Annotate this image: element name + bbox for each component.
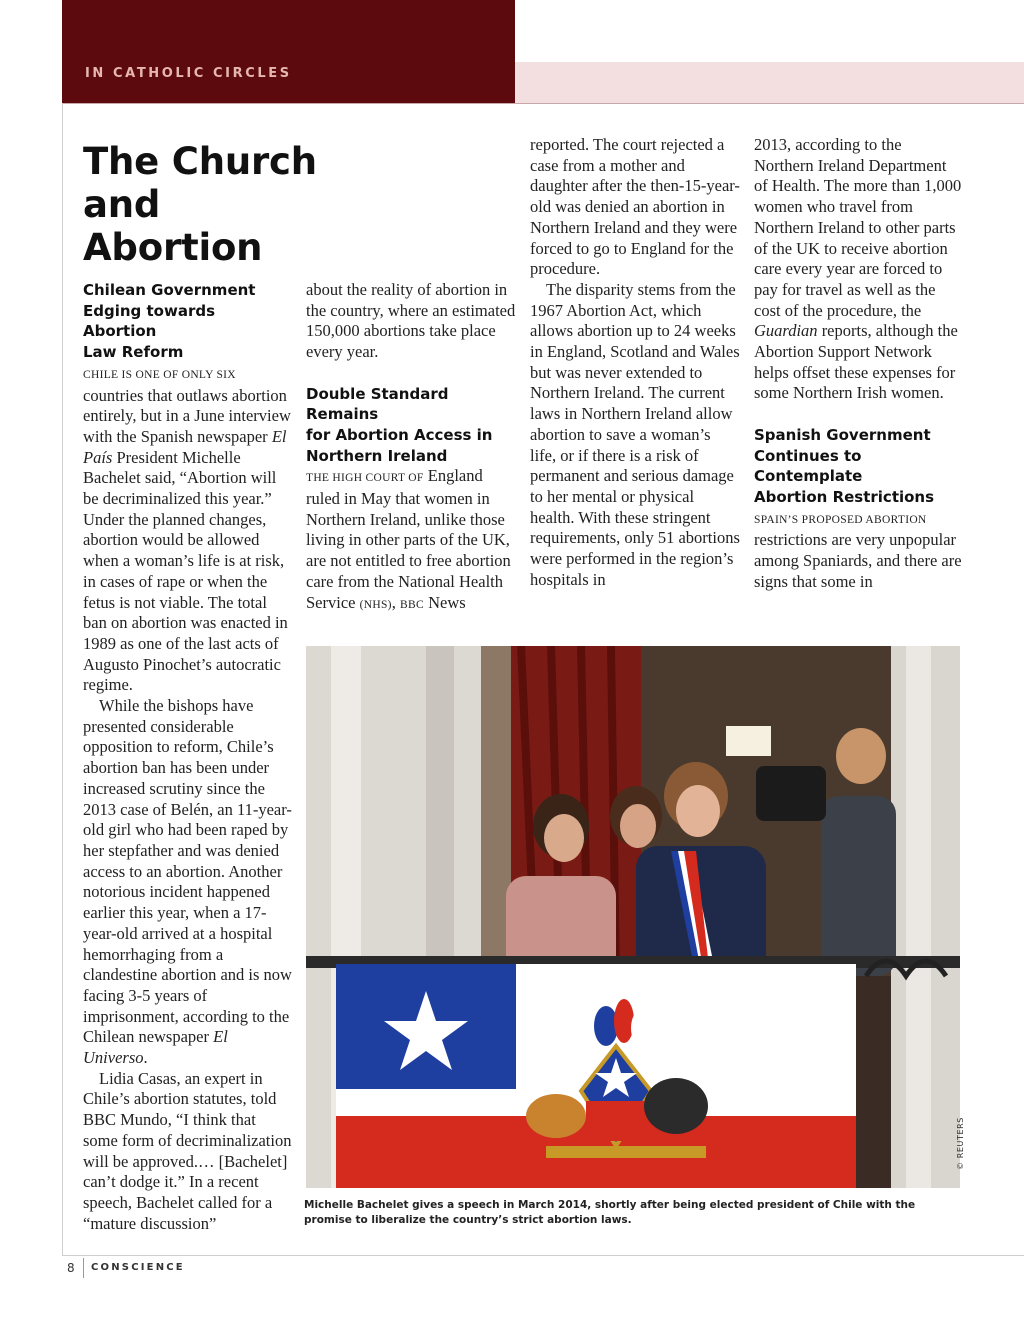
chile-paragraph-1: CHILE IS ONE OF ONLY SIX countries that outlaws abortion entirely, but in a June interview with the Spanish newspaper El País President Michelle Bachelet said, “Abortion will be decriminalized this year.” Under the planned changes, abortion would be allowed when a woman’s life is at risk, in cases of rape or when the fetus is not viable. The total ban on abortion was enacted in 1989 as one of the last acts of Augusto Pinochet’s autocratic regime.: [83, 368, 291, 695]
column-1: [83, 280, 293, 1234]
photo-caption: Michelle Bachelet gives a speech in March 2014, shortly after being elected president of Chile with the promise to liberalize the country’s strict abortion laws.: [304, 1199, 916, 1226]
column-3: [530, 135, 740, 590]
footer-separator: [83, 1258, 84, 1278]
header-band: [62, 0, 515, 103]
photo-credit: © REUTERS: [956, 1117, 965, 1170]
page-margin-rule: [62, 103, 63, 1255]
bachelet-photo: [306, 646, 960, 1188]
chile-headline: Chilean Government Edging towards Abortion Law Reform: [83, 281, 256, 362]
ireland-paragraph-1: THE HIGH COURT OF England ruled in May that women in Northern Ireland, unlike those living in other parts of the UK, are not entitled to free abortion care from the National Health Service (NHS), BBC News: [306, 466, 511, 612]
page-number: 8: [67, 1261, 75, 1275]
chile-paragraph-3-cont: about the reality of abortion in the country, where an estimated 150,000 abortions take place every year.: [306, 280, 516, 362]
magazine-name: CONSCIENCE: [91, 1262, 185, 1273]
spain-paragraph-1: SPAIN’S PROPOSED ABORTION restrictions are very unpopular among Spaniards, and there are signs that some in: [754, 513, 962, 591]
ireland-headline: Double Standard Remains for Abortion Access in Northern Ireland: [306, 384, 493, 465]
header-rule: [62, 103, 1024, 104]
column-4: [754, 135, 964, 592]
chile-paragraph-2: While the bishops have presented considerable opposition to reform, Chile’s abortion ban has been under increased scrutiny since the 2013 case of Belén, an 11-year-old girl who had been raped by her stepfather and was denied access to an abortion. Another notorious incident happened earlier this year, when a 17-year-old arrived at a hospital hemorrhaging from a clandestine abortion and is now facing 3-5 years of imprisonment, according to the Chilean newspaper El Universo.: [83, 696, 292, 1068]
footer-rule: [62, 1255, 1024, 1256]
header-band-light: [515, 62, 1024, 103]
column-2: [306, 280, 516, 615]
section-label: IN CATHOLIC CIRCLES: [85, 66, 292, 81]
spain-headline: Spanish Government Continues to Contemplate Abortion Restrictions: [754, 425, 935, 506]
article-title: The Church and Abortion: [83, 140, 317, 269]
chile-paragraph-3: Lidia Casas, an expert in Chile’s abortion statutes, told BBC Mundo, “I think that some form of decriminalization will be approved.… [Bachelet] can’t dodge it.” In a recent speech, Bachelet called for a “mature discussion”: [83, 1068, 292, 1233]
ireland-paragraph-1-cont: reported. The court rejected a case from a mother and daughter after the then-15-year-old was denied an abortion in Northern Ireland and they were forced to go to England for the procedure.: [530, 135, 740, 279]
ireland-paragraph-2: The disparity stems from the 1967 Abortion Act, which allows abortion up to 24 weeks in England, Scotland and Wales but was never extended to Northern Ireland. The current laws in Northern Ireland allow abortion to save a woman’s life, or if there is a risk of permanent and serious damage to her mental or physical health. With these stringent requirements, only 51 abortions were performed in the region’s hospitals in: [530, 279, 740, 589]
ireland-paragraph-2-cont: 2013, according to the Northern Ireland Department of Health. The more than 1,000 women who travel from Northern Ireland to other parts of the UK to receive abortion care every year are forced to pay for travel as well as the cost of the procedure, the Guardian reports, although the Abortion Support Network helps offset these expenses for some Northern Irish women.: [754, 135, 962, 403]
